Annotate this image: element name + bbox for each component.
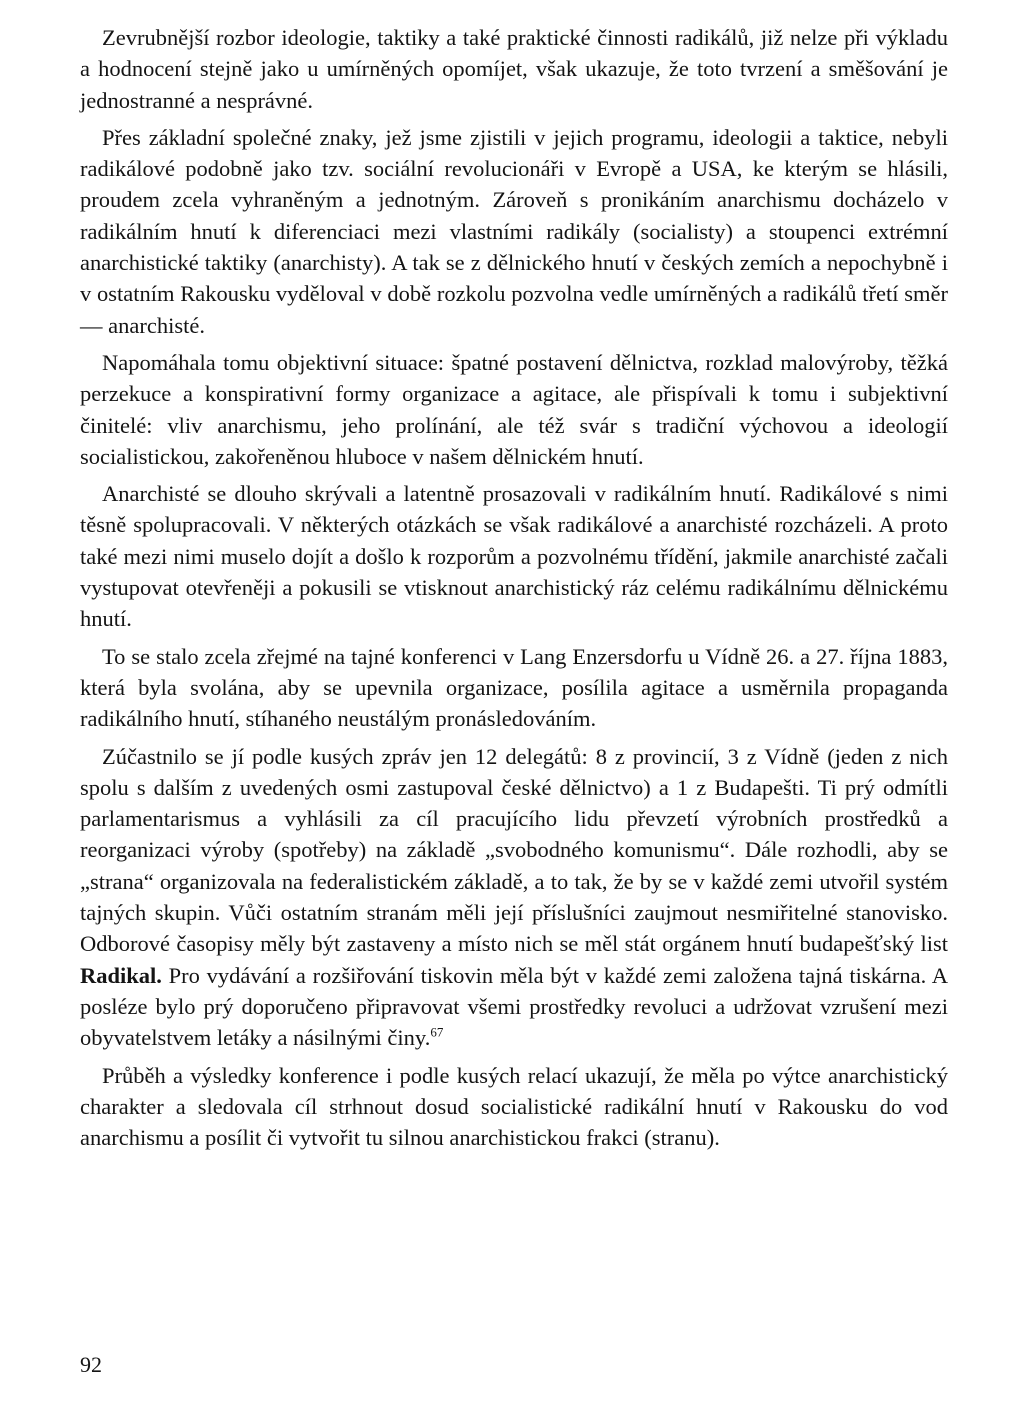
paragraph-7: Průběh a výsledky konference i podle kusých relací ukazují, že měla po výtce anarchistický charakter a sledovala cíl strhnout dosud socialistické radikální hnutí v Rakousku do vod anarchismu a posílit či vytvořit tu silnou anarchistickou frakci (stranu). <box>80 1062 948 1151</box>
page-body <box>80 22 948 1153</box>
paragraph-5: To se stalo zcela zřejmé na tajné konferenci v Lang Enzersdorfu u Vídně 26. a 27. října 1883, která byla svolána, aby se upevnila organizace, posílila agitace a usměrnila propaganda radikálního hnutí, stíhaného neustálým pronásledováním. <box>80 643 948 732</box>
paragraph-4: Anarchisté se dlouho skrývali a latentně prosazovali v radikálním hnutí. Radikálové s nimi těsně spolupracovali. V některých otázkách se však radikálové a anarchisté rozcházeli. A proto také mezi nimi muselo dojít a došlo k rozporům a pozvolnému třídění, jakmile anarchisté začali vystupovat otevřeněji a pokusili se vtisknout anarchistický ráz celému radikálnímu dělnickému hnutí. <box>80 481 948 632</box>
paragraph-6-text-a: Zúčastnilo se jí podle kusých zpráv jen 12 delegátů: 8 z provincií, 3 z Vídně (jeden z nich spolu s dalším z uvedených osmi zastupoval české dělnictvo) a 1 z Budapešti. Ti prý odmítli parlamentarismus a vyhlásili za cíl pracujícího lidu převzetí výrobních prostředků a reorganizaci výroby (spotřeby) na základě „svobodného komunismu“. Dále rozhodli, aby se „strana“ organizovala na federalistickém základě, a to tak, že by se v každé zemi utvořil systém tajných skupin. Vůči ostatním stranám měli její příslušníci zaujmout nesmiřitelné stanovisko. Odborové časopisy měly být zastaveny a místo nich se měl stát orgánem hnutí budapešťský list <box>80 743 948 957</box>
footnote-reference[interactable]: 67 <box>430 1024 444 1040</box>
paragraph-6-text-b: Pro vydávání a rozšiřování tiskovin měla být v každé zemi založena tajná tiskárna. A posléze bylo prý doporučeno připravovat všemi prostředky revoluci a udržovat vzrušení mezi obyvatelstvem letáky a násilnými činy. <box>80 962 948 1051</box>
paragraph-6 <box>80 741 948 1054</box>
newspaper-title: Radikal. <box>80 962 162 988</box>
paragraph-3: Napomáhala tomu objektivní situace: špatné postavení dělnictva, rozklad malovýroby, těžká perzekuce a konspirativní formy organizace a agitace, ale přispívali k tomu i subjektivní činitelé: vliv anarchismu, jeho prolínání, ale též svár s tradiční výchovou a ideologií socialistickou, zakořeněnou hluboce v našem dělnickém hnutí. <box>80 349 948 469</box>
paragraph-2: Přes základní společné znaky, jež jsme zjistili v jejich programu, ideologii a taktice, nebyli radikálové podobně jako tzv. sociální revolucionáři v Evropě a USA, ke kterým se hlásili, proudem zcela vyhraněným a jednotným. Zároveň s pronikáním anarchismu docházelo v radikálním hnutí k diferenciaci mezi vlastními radikály (socialisty) a stoupenci extrémní anarchistické taktiky (anarchisty). A tak se z dělnického hnutí v českých zemích a nepochybně i v ostatním Rakousku vyděloval v době rozkolu pozvolna vedle umírněných a radikálů třetí směr — anarchisté. <box>80 124 948 338</box>
page-number: 92 <box>80 1352 102 1377</box>
paragraph-1: Zevrubnější rozbor ideologie, taktiky a také praktické činnosti radikálů, již nelze při výkladu a hodnocení stejně jako u umírněných opomíjet, však ukazuje, že toto tvrzení a směšování je jednostranné a nesprávné. <box>80 25 948 113</box>
